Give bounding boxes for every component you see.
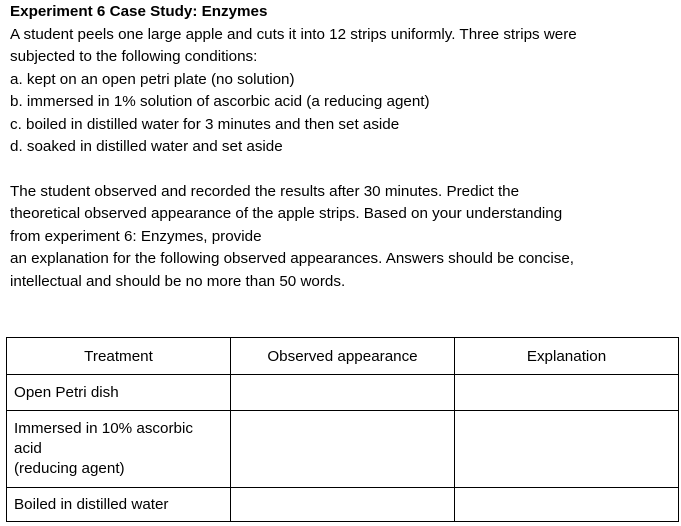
header-observed-appearance: Observed appearance <box>231 338 455 375</box>
explanation-cell[interactable] <box>455 375 679 411</box>
treatment-cell <box>7 411 231 488</box>
header-explanation: Explanation <box>455 338 679 375</box>
condition-d: d. soaked in distilled water and set aside <box>10 138 283 155</box>
observed-appearance-cell[interactable] <box>231 375 455 411</box>
condition-a: a. kept on an open petri plate (no solution) <box>10 70 295 88</box>
treatment-cell <box>7 375 231 411</box>
instruction-line: an explanation for the following observed appearances. Answers should be concise, <box>10 250 574 267</box>
table-row <box>7 411 679 488</box>
table-header-row <box>7 338 679 375</box>
intro-line: subjected to the following conditions: <box>10 48 258 65</box>
treatment-table <box>6 337 679 522</box>
instruction-line: theoretical observed appearance of the apple strips. Based on your understanding <box>10 205 563 222</box>
header-treatment: Treatment <box>7 338 231 375</box>
instruction-line: from experiment 6: Enzymes, provide <box>10 227 262 245</box>
case-study-text <box>10 1 675 293</box>
table-row <box>7 488 679 522</box>
explanation-cell[interactable] <box>455 488 679 522</box>
instruction-line: The student observed and recorded the results after 30 minutes. Predict the <box>10 182 520 200</box>
document-title: Experiment 6 Case Study: Enzymes <box>10 3 268 20</box>
treatment-label: Boiled in distilled water <box>14 495 169 513</box>
observed-appearance-cell[interactable] <box>231 488 455 522</box>
intro-line: A student peels one large apple and cuts it into 12 strips uniformly. Three strips were <box>10 25 577 43</box>
observed-appearance-cell[interactable] <box>231 411 455 488</box>
condition-b: b. immersed in 1% solution of ascorbic acid (a reducing agent) <box>10 93 430 110</box>
treatment-label: (reducing agent) <box>14 460 125 477</box>
treatment-label: Open Petri dish <box>14 383 119 401</box>
paragraph-gap <box>10 159 675 181</box>
explanation-cell[interactable] <box>455 411 679 488</box>
treatment-cell <box>7 488 231 522</box>
treatment-label: Immersed in 10% ascorbic <box>14 420 193 437</box>
instruction-line: intellectual and should be no more than 50 words. <box>10 272 346 290</box>
treatment-label: acid <box>14 440 42 457</box>
condition-c: c. boiled in distilled water for 3 minutes and then set aside <box>10 115 400 133</box>
table-row <box>7 375 679 411</box>
